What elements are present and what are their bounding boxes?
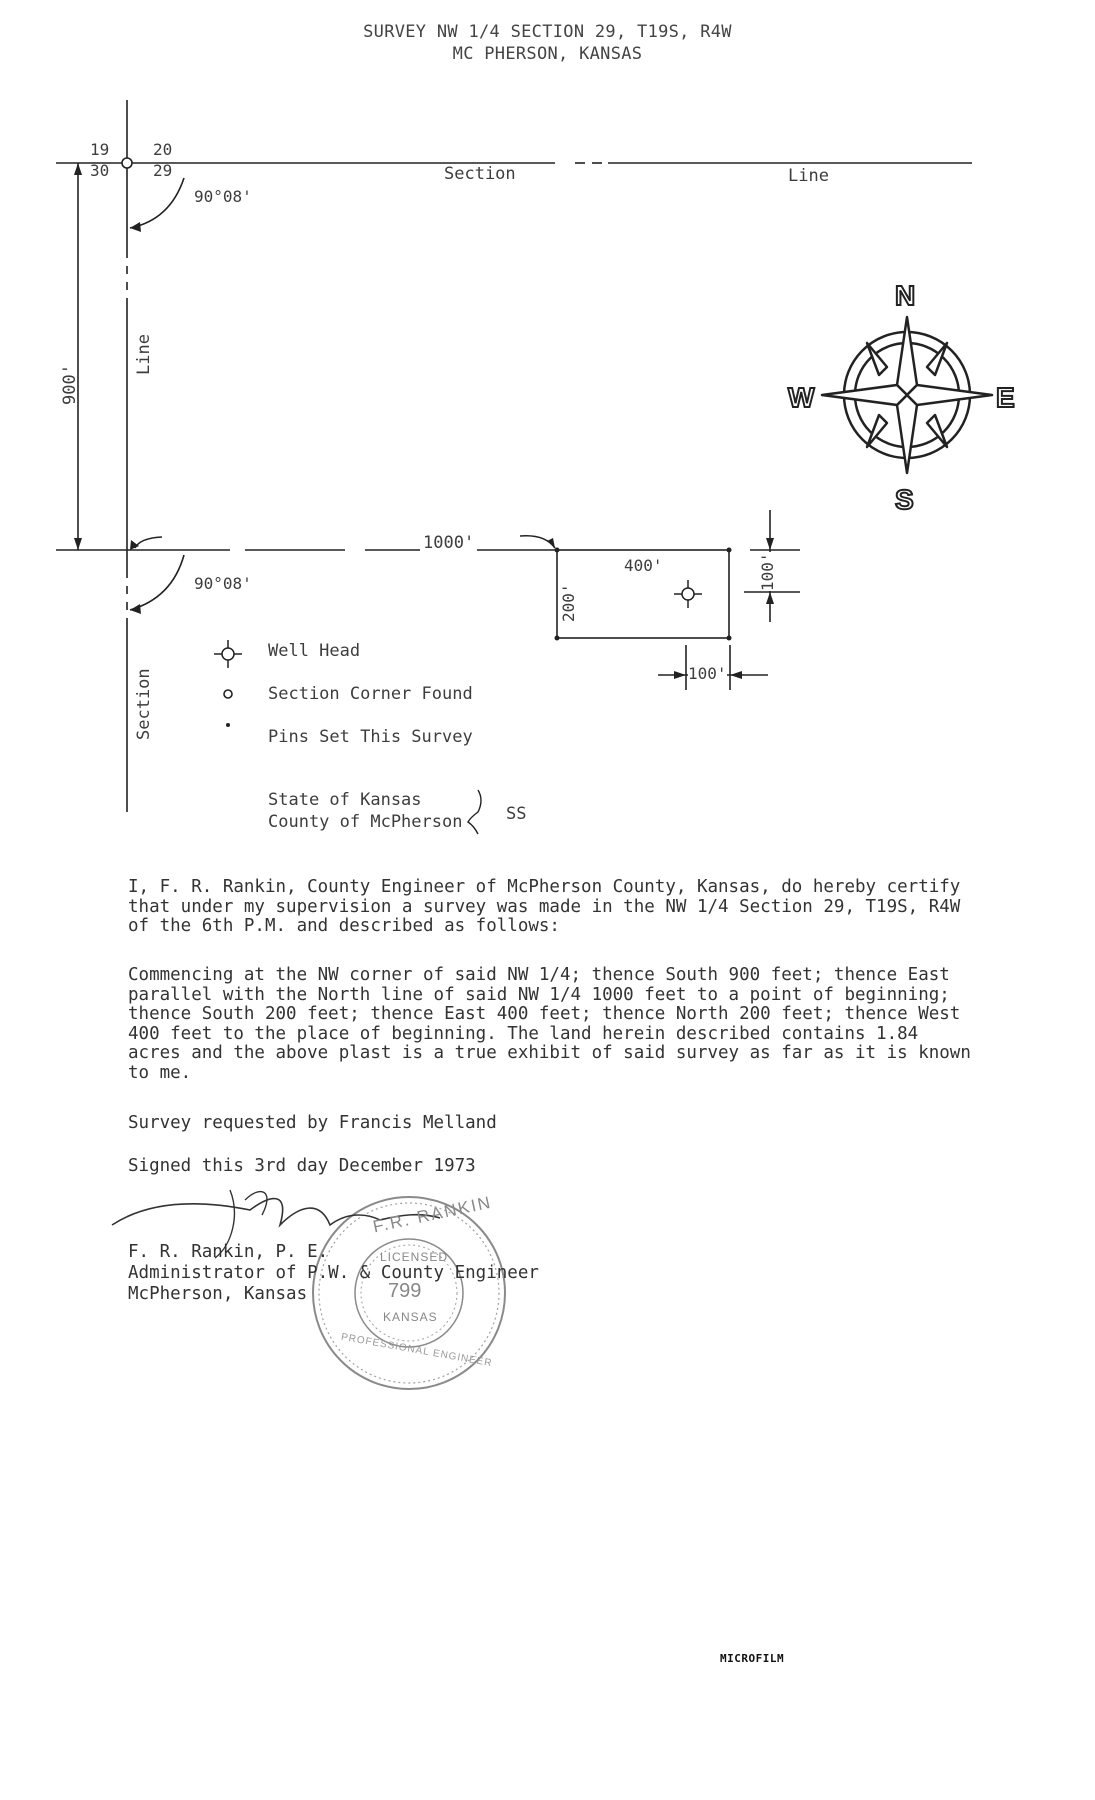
microfilm-stamp: MICROFILM <box>720 1652 785 1665</box>
corner-number: 29 <box>153 161 173 180</box>
dim-900-label: 900' <box>60 364 80 405</box>
venue-ss: SS <box>506 804 527 824</box>
seal-state: KANSAS <box>383 1310 438 1324</box>
corner-number: 20 <box>153 140 173 159</box>
dim-1000-label: 1000' <box>420 533 477 553</box>
legal-description: Commencing at the NW corner of said NW 1/4; thence South 900 feet; thence East parallel with the North line of said NW 1/4 1000 feet to a point of beginning; thence South 200 feet; thence East 400 feet; thence North 200 feet; thence West 400 feet to the place of beginning. The land herein described contains 1.84 acres and the above plast is a true exhibit of said survey as far as it is known to me. <box>128 965 971 1083</box>
survey-location: MC PHERSON, KANSAS <box>452 44 643 64</box>
angle-label: 90°08' <box>194 187 252 206</box>
compass-east: E <box>996 382 1015 413</box>
venue-county: County of McPherson <box>268 812 463 832</box>
arrow-head <box>74 538 82 550</box>
arrow-head <box>766 592 774 604</box>
signer-location: McPherson, Kansas <box>128 1284 308 1304</box>
legend-label: Well Head <box>268 641 361 661</box>
compass-south: S <box>895 484 914 515</box>
arrow-head <box>766 538 774 550</box>
seal-licensed: LICENSED <box>380 1250 449 1264</box>
angle-arc-top <box>130 178 184 228</box>
legend-pin-icon <box>226 723 230 727</box>
compass-west: W <box>788 382 815 413</box>
dim-200-label: 200' <box>559 583 578 622</box>
well-head-marker <box>674 580 702 608</box>
seal-number: 799 <box>388 1280 422 1302</box>
compass-north: N <box>895 280 916 311</box>
arrow-head <box>674 671 686 679</box>
angle-arc-corner <box>135 537 162 548</box>
section-line-label: Section <box>444 164 516 184</box>
west-line-label: Line <box>134 334 154 375</box>
certification-intro: I, F. R. Rankin, County Engineer of McPherson County, Kansas, do hereby certify that under my supervision a survey was made in the NW 1/4 Section 29, T19S, R4W of the 6th P.M. and described as follows: <box>128 877 961 936</box>
legend-corner-icon <box>224 690 232 698</box>
compass-rose <box>822 317 992 473</box>
signed-date: Signed this 3rd day December 1973 <box>128 1156 476 1176</box>
angle-label: 90°08' <box>194 574 252 593</box>
pin-marker <box>727 548 732 553</box>
pin-marker <box>555 548 560 553</box>
dim-100-vertical-label: 100' <box>758 552 777 591</box>
pin-marker <box>555 636 560 641</box>
legend-label: Section Corner Found <box>268 684 473 704</box>
signer-title: Administrator of P.W. & County Engineer <box>128 1263 539 1283</box>
survey-requested: Survey requested by Francis Melland <box>128 1113 497 1133</box>
angle-arc-bottom <box>130 555 184 610</box>
arrow-head <box>730 671 742 679</box>
corner-number: 19 <box>90 140 110 159</box>
survey-title: SURVEY NW 1/4 SECTION 29, T19S, R4W <box>363 22 732 42</box>
corner-number: 30 <box>90 161 110 180</box>
seal-profession: PROFESSIONAL ENGINEER <box>340 1331 494 1370</box>
seal-name: F.R. RANKIN <box>371 1192 494 1237</box>
section-corner-marker <box>122 158 132 168</box>
legend-label: Pins Set This Survey <box>268 727 473 747</box>
arrow-head <box>74 163 82 175</box>
section-line-label: Line <box>788 166 829 186</box>
venue-state: State of Kansas <box>268 790 422 810</box>
west-section-label: Section <box>134 668 154 740</box>
arrow-head <box>547 538 555 548</box>
signer-name: F. R. Rankin, P. E. <box>128 1242 329 1262</box>
arrow-head <box>130 540 139 550</box>
pin-marker <box>727 636 732 641</box>
legend-well-head-icon <box>214 640 242 668</box>
dim-100-horizontal-label: 100' <box>688 664 727 683</box>
venue-brace <box>468 790 481 834</box>
dim-400-label: 400' <box>624 556 663 575</box>
